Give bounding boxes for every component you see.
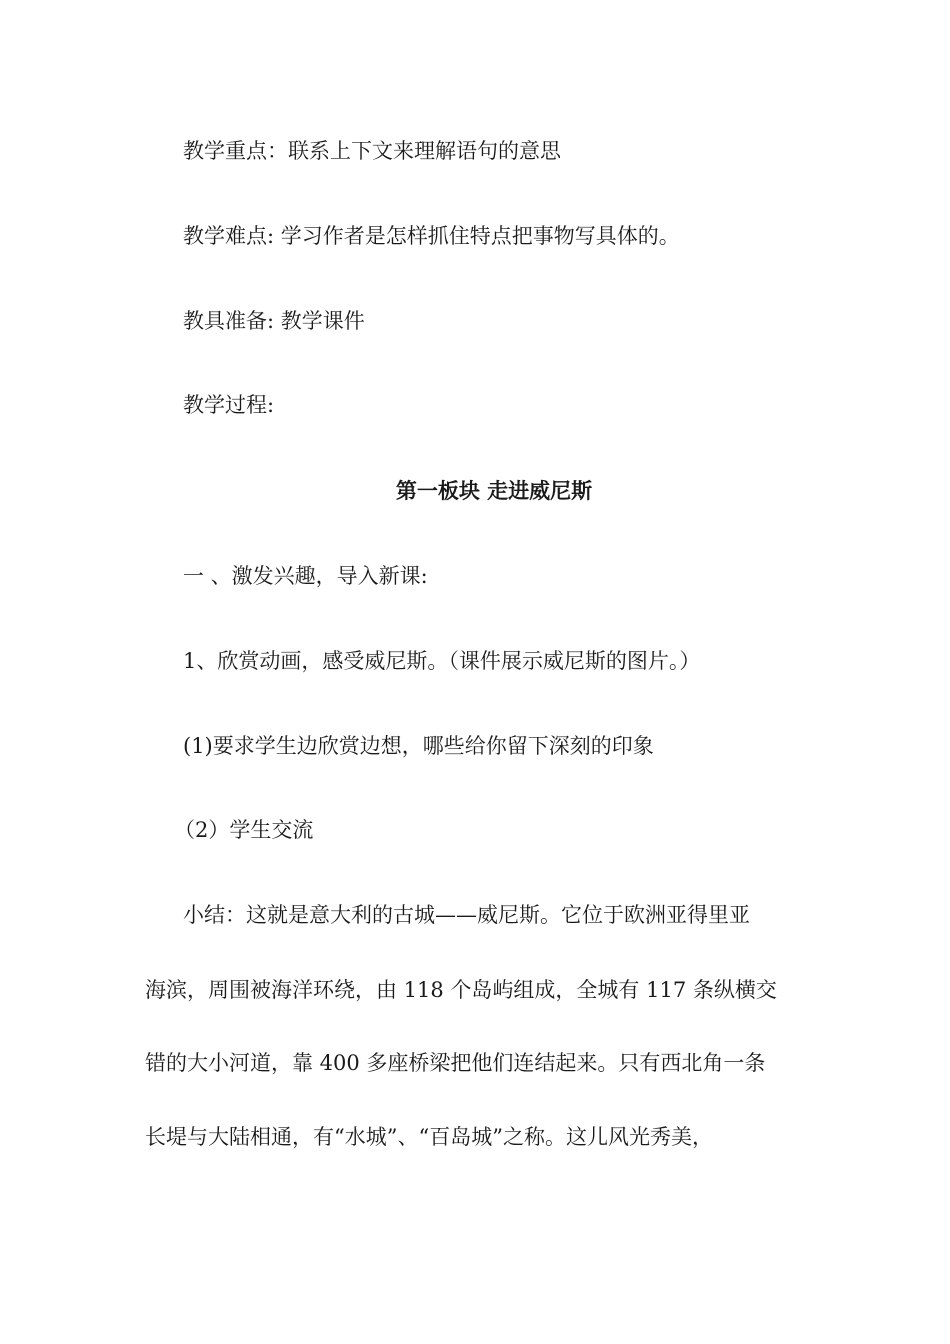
teaching-tools-line: 教具准备: 教学课件 [183,309,365,333]
summary-line-4: 长堤与大陆相通，有“水城”、“百岛城”之称。这儿风光秀美， [145,1125,713,1149]
sub-item-one-line: (1)要求学生边欣赏边想，哪些给你留下深刻的印象 [183,734,654,758]
step-one-line: 一 、激发兴趣，导入新课: [183,564,428,588]
sub-item-two-line: （2）学生交流 [174,818,314,842]
summary-line-1: 小结：这就是意大利的古城——威尼斯。它位于欧洲亚得里亚 [183,903,750,927]
summary-line-2: 海滨，周围被海洋环绕，由 118 个岛屿组成，全城有 117 条纵横交 [145,978,777,1002]
summary-line-3: 错的大小河道，靠 400 多座桥梁把他们连结起来。只有西北角一条 [145,1051,766,1075]
teaching-focus-line: 教学重点：联系上下文来理解语句的意思 [183,139,561,163]
teaching-process-line: 教学过程: [183,393,275,417]
teaching-difficulty-line: 教学难点: 学习作者是怎样抓住特点把事物写具体的。 [183,224,680,248]
item-one-line: 1、欣赏动画，感受威尼斯。（课件展示威尼斯的图片。） [183,649,701,673]
section-heading: 第一板块 走进威尼斯 [395,478,593,503]
